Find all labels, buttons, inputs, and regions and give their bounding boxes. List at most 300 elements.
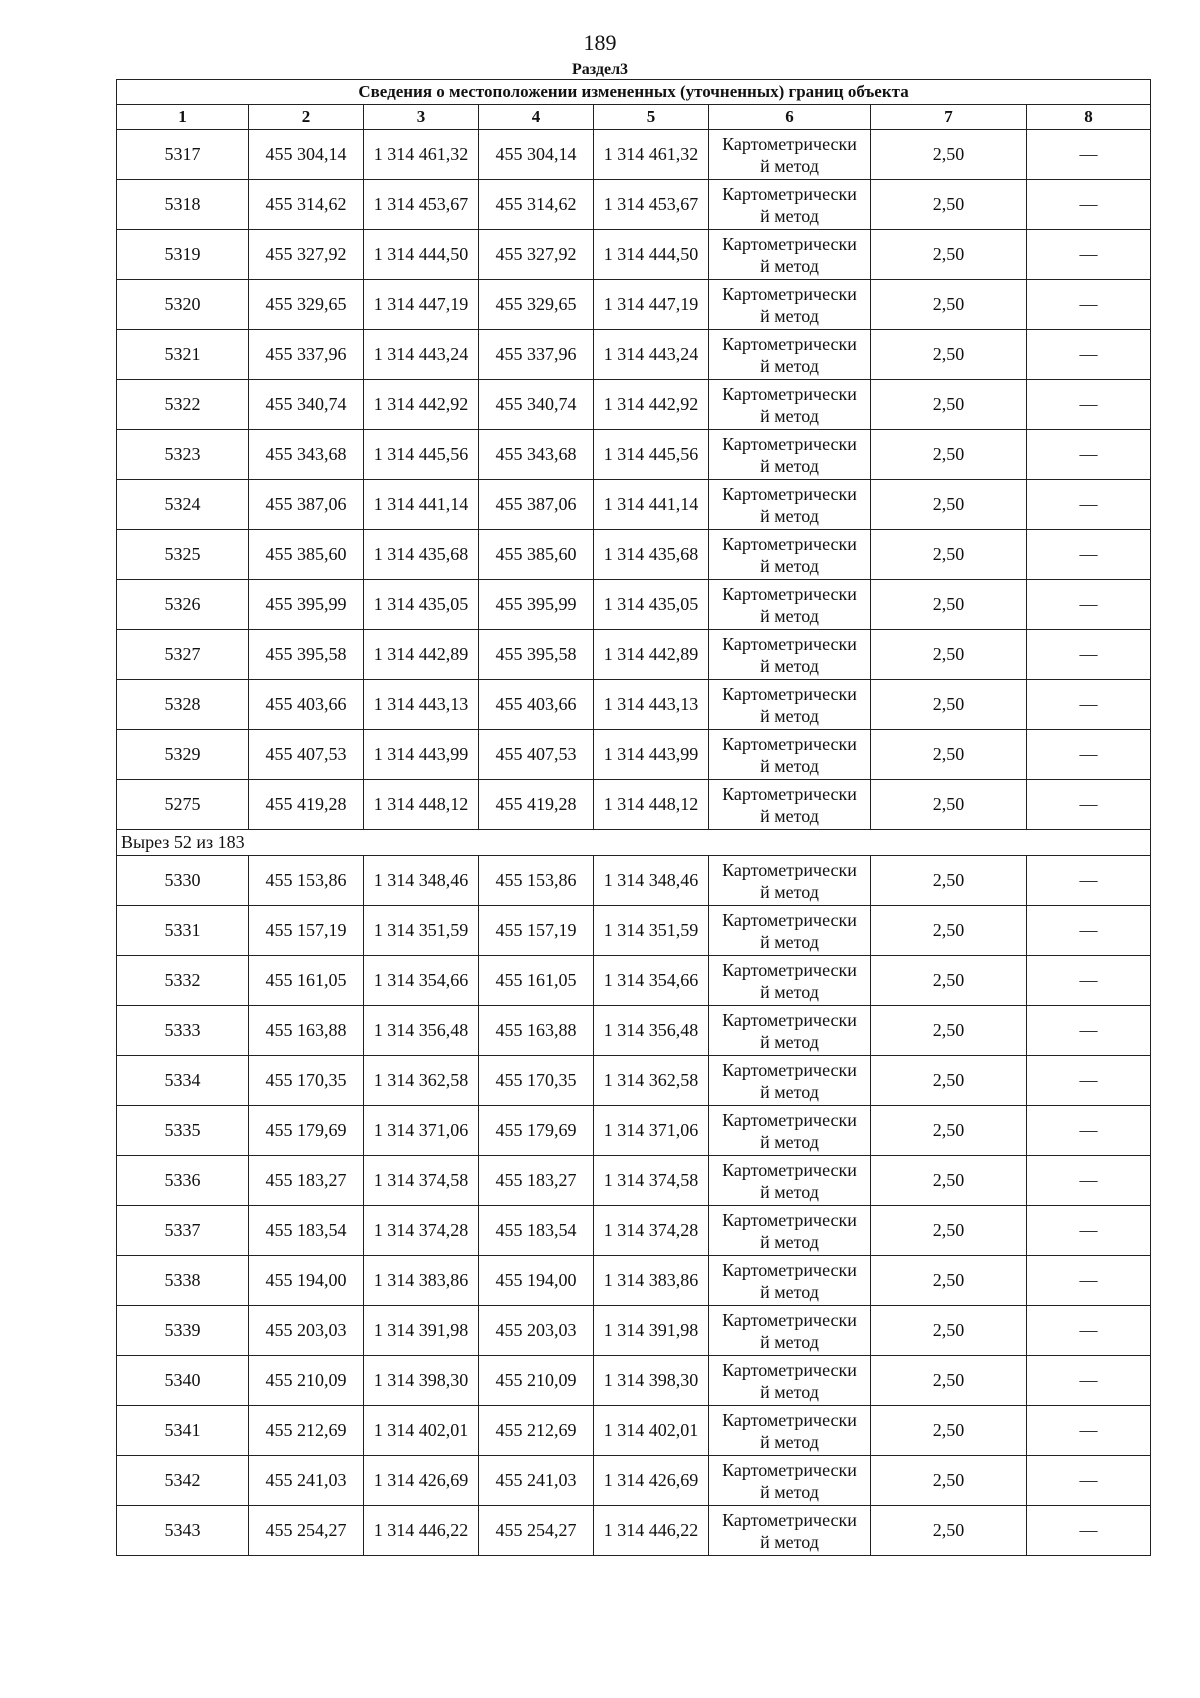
y-new-cell: 1 314 435,05: [594, 580, 709, 630]
x-new-cell: 455 194,00: [479, 1256, 594, 1306]
accuracy-cell: 2,50: [871, 330, 1027, 380]
table-row: [117, 1206, 1151, 1256]
table-row: [117, 1306, 1151, 1356]
point-number-cell: 5343: [117, 1506, 249, 1556]
point-number-cell: 5342: [117, 1456, 249, 1506]
group-row: [117, 830, 1151, 856]
method-line-2: й метод: [760, 805, 819, 826]
method-line-2: й метод: [760, 555, 819, 576]
y-existing-cell: 1 314 448,12: [364, 780, 479, 830]
y-existing-cell: 1 314 398,30: [364, 1356, 479, 1406]
y-new-cell: 1 314 374,28: [594, 1206, 709, 1256]
description-cell: —: [1027, 1206, 1151, 1256]
x-new-cell: 455 419,28: [479, 780, 594, 830]
method-line-1: Картометрически: [722, 1409, 857, 1430]
point-number-cell: 5319: [117, 230, 249, 280]
method-line-2: й метод: [760, 1381, 819, 1402]
method-cell: [709, 1256, 871, 1306]
table-caption-row: [117, 80, 1151, 105]
y-new-cell: 1 314 426,69: [594, 1456, 709, 1506]
x-existing-cell: 455 407,53: [249, 730, 364, 780]
table-row: [117, 730, 1151, 780]
method-line-1: Картометрически: [722, 183, 857, 204]
y-existing-cell: 1 314 426,69: [364, 1456, 479, 1506]
x-new-cell: 455 385,60: [479, 530, 594, 580]
method-cell: [709, 230, 871, 280]
method-line-2: й метод: [760, 305, 819, 326]
x-new-cell: 455 203,03: [479, 1306, 594, 1356]
y-new-cell: 1 314 374,58: [594, 1156, 709, 1206]
method-line-2: й метод: [760, 405, 819, 426]
page-number: 189: [583, 30, 617, 55]
table-row: [117, 1456, 1151, 1506]
method-line-1: Картометрически: [722, 483, 857, 504]
point-number-cell: 5338: [117, 1256, 249, 1306]
table-caption: Сведения о местоположении измененных (уточненных) границ объекта: [117, 80, 1151, 105]
y-new-cell: 1 314 435,68: [594, 530, 709, 580]
y-existing-cell: 1 314 391,98: [364, 1306, 479, 1356]
accuracy-cell: 2,50: [871, 906, 1027, 956]
y-existing-cell: 1 314 354,66: [364, 956, 479, 1006]
x-new-cell: 455 212,69: [479, 1406, 594, 1456]
table-row: [117, 430, 1151, 480]
point-number-cell: 5333: [117, 1006, 249, 1056]
column-header: 5: [594, 105, 709, 130]
x-existing-cell: 455 419,28: [249, 780, 364, 830]
y-existing-cell: 1 314 371,06: [364, 1106, 479, 1156]
point-number-cell: 5334: [117, 1056, 249, 1106]
method-cell: [709, 530, 871, 580]
method-line-1: Картометрически: [722, 683, 857, 704]
table-body: [117, 80, 1151, 1556]
x-new-cell: 455 157,19: [479, 906, 594, 956]
x-existing-cell: 455 203,03: [249, 1306, 364, 1356]
method-line-2: й метод: [760, 155, 819, 176]
y-existing-cell: 1 314 443,13: [364, 680, 479, 730]
x-existing-cell: 455 340,74: [249, 380, 364, 430]
method-line-2: й метод: [760, 655, 819, 676]
x-new-cell: 455 395,58: [479, 630, 594, 680]
y-existing-cell: 1 314 402,01: [364, 1406, 479, 1456]
y-new-cell: 1 314 444,50: [594, 230, 709, 280]
table-row: [117, 580, 1151, 630]
y-new-cell: 1 314 461,32: [594, 130, 709, 180]
description-cell: —: [1027, 630, 1151, 680]
description-cell: —: [1027, 1006, 1151, 1056]
y-new-cell: 1 314 453,67: [594, 180, 709, 230]
method-line-1: Картометрически: [722, 583, 857, 604]
y-existing-cell: 1 314 362,58: [364, 1056, 479, 1106]
y-new-cell: 1 314 398,30: [594, 1356, 709, 1406]
method-line-1: Картометрически: [722, 433, 857, 454]
method-cell: [709, 1306, 871, 1356]
x-new-cell: 455 340,74: [479, 380, 594, 430]
x-new-cell: 455 343,68: [479, 430, 594, 480]
method-line-1: Картометрически: [722, 1109, 857, 1130]
x-new-cell: 455 183,54: [479, 1206, 594, 1256]
method-line-2: й метод: [760, 1431, 819, 1452]
description-cell: —: [1027, 1506, 1151, 1556]
method-line-2: й метод: [760, 755, 819, 776]
description-cell: —: [1027, 530, 1151, 580]
table-row: [117, 1406, 1151, 1456]
y-existing-cell: 1 314 351,59: [364, 906, 479, 956]
y-new-cell: 1 314 448,12: [594, 780, 709, 830]
method-line-2: й метод: [760, 605, 819, 626]
table-row: [117, 856, 1151, 906]
method-line-1: Картометрически: [722, 909, 857, 930]
column-header: 4: [479, 105, 594, 130]
method-line-2: й метод: [760, 1231, 819, 1252]
table-row: [117, 780, 1151, 830]
description-cell: —: [1027, 1256, 1151, 1306]
method-line-1: Картометрически: [722, 1509, 857, 1530]
table-row: [117, 906, 1151, 956]
x-existing-cell: 455 183,27: [249, 1156, 364, 1206]
description-cell: —: [1027, 330, 1151, 380]
method-cell: [709, 280, 871, 330]
method-cell: [709, 1456, 871, 1506]
x-new-cell: 455 183,27: [479, 1156, 594, 1206]
method-cell: [709, 580, 871, 630]
point-number-cell: 5322: [117, 380, 249, 430]
y-existing-cell: 1 314 441,14: [364, 480, 479, 530]
x-existing-cell: 455 194,00: [249, 1256, 364, 1306]
table-row: [117, 956, 1151, 1006]
method-line-2: й метод: [760, 1181, 819, 1202]
y-new-cell: 1 314 354,66: [594, 956, 709, 1006]
y-existing-cell: 1 314 348,46: [364, 856, 479, 906]
x-new-cell: 455 254,27: [479, 1506, 594, 1556]
description-cell: —: [1027, 956, 1151, 1006]
description-cell: —: [1027, 1456, 1151, 1506]
description-cell: —: [1027, 580, 1151, 630]
accuracy-cell: 2,50: [871, 1456, 1027, 1506]
point-number-cell: 5340: [117, 1356, 249, 1406]
method-cell: [709, 680, 871, 730]
y-existing-cell: 1 314 356,48: [364, 1006, 479, 1056]
point-number-cell: 5331: [117, 906, 249, 956]
description-cell: —: [1027, 680, 1151, 730]
x-existing-cell: 455 403,66: [249, 680, 364, 730]
description-cell: —: [1027, 280, 1151, 330]
column-header: 8: [1027, 105, 1151, 130]
method-line-2: й метод: [760, 1331, 819, 1352]
x-existing-cell: 455 304,14: [249, 130, 364, 180]
method-cell: [709, 1006, 871, 1056]
x-existing-cell: 455 163,88: [249, 1006, 364, 1056]
y-existing-cell: 1 314 444,50: [364, 230, 479, 280]
method-line-2: й метод: [760, 1031, 819, 1052]
x-existing-cell: 455 212,69: [249, 1406, 364, 1456]
method-line-1: Картометрически: [722, 383, 857, 404]
description-cell: —: [1027, 1156, 1151, 1206]
x-existing-cell: 455 170,35: [249, 1056, 364, 1106]
column-header: 1: [117, 105, 249, 130]
point-number-cell: 5317: [117, 130, 249, 180]
method-cell: [709, 130, 871, 180]
x-new-cell: 455 314,62: [479, 180, 594, 230]
y-existing-cell: 1 314 445,56: [364, 430, 479, 480]
description-cell: —: [1027, 430, 1151, 480]
point-number-cell: 5329: [117, 730, 249, 780]
description-cell: —: [1027, 856, 1151, 906]
method-cell: [709, 480, 871, 530]
method-line-2: й метод: [760, 1081, 819, 1102]
point-number-cell: 5327: [117, 630, 249, 680]
method-line-2: й метод: [760, 1131, 819, 1152]
x-new-cell: 455 210,09: [479, 1356, 594, 1406]
point-number-cell: 5323: [117, 430, 249, 480]
table-row: [117, 680, 1151, 730]
accuracy-cell: 2,50: [871, 1306, 1027, 1356]
table-row: [117, 1506, 1151, 1556]
y-new-cell: 1 314 442,89: [594, 630, 709, 680]
description-cell: —: [1027, 1056, 1151, 1106]
accuracy-cell: 2,50: [871, 480, 1027, 530]
table-row: [117, 480, 1151, 530]
coordinates-table: [116, 79, 1151, 1556]
method-line-1: Картометрически: [722, 959, 857, 980]
method-line-2: й метод: [760, 1481, 819, 1502]
x-existing-cell: 455 179,69: [249, 1106, 364, 1156]
method-line-1: Картометрически: [722, 1259, 857, 1280]
y-new-cell: 1 314 445,56: [594, 430, 709, 480]
y-existing-cell: 1 314 453,67: [364, 180, 479, 230]
method-line-2: й метод: [760, 1531, 819, 1552]
column-header: 2: [249, 105, 364, 130]
point-number-cell: 5325: [117, 530, 249, 580]
accuracy-cell: 2,50: [871, 1356, 1027, 1406]
y-new-cell: 1 314 441,14: [594, 480, 709, 530]
method-cell: [709, 780, 871, 830]
description-cell: —: [1027, 1356, 1151, 1406]
method-line-1: Картометрически: [722, 1159, 857, 1180]
table-row: [117, 1356, 1151, 1406]
accuracy-cell: 2,50: [871, 680, 1027, 730]
x-new-cell: 455 153,86: [479, 856, 594, 906]
accuracy-cell: 2,50: [871, 780, 1027, 830]
method-line-1: Картометрически: [722, 1459, 857, 1480]
method-cell: [709, 1106, 871, 1156]
x-new-cell: 455 241,03: [479, 1456, 594, 1506]
y-existing-cell: 1 314 435,68: [364, 530, 479, 580]
method-cell: [709, 430, 871, 480]
table-row: [117, 1256, 1151, 1306]
method-line-2: й метод: [760, 205, 819, 226]
accuracy-cell: 2,50: [871, 630, 1027, 680]
x-new-cell: 455 329,65: [479, 280, 594, 330]
accuracy-cell: 2,50: [871, 280, 1027, 330]
method-cell: [709, 330, 871, 380]
y-new-cell: 1 314 351,59: [594, 906, 709, 956]
x-existing-cell: 455 153,86: [249, 856, 364, 906]
y-new-cell: 1 314 447,19: [594, 280, 709, 330]
method-line-1: Картометрически: [722, 1209, 857, 1230]
method-line-1: Картометрически: [722, 233, 857, 254]
y-new-cell: 1 314 348,46: [594, 856, 709, 906]
point-number-cell: 5339: [117, 1306, 249, 1356]
x-existing-cell: 455 395,58: [249, 630, 364, 680]
point-number-cell: 5320: [117, 280, 249, 330]
method-line-2: й метод: [760, 355, 819, 376]
x-new-cell: 455 337,96: [479, 330, 594, 380]
column-header: 3: [364, 105, 479, 130]
x-new-cell: 455 387,06: [479, 480, 594, 530]
y-new-cell: 1 314 442,92: [594, 380, 709, 430]
point-number-cell: 5326: [117, 580, 249, 630]
method-line-1: Картометрически: [722, 733, 857, 754]
table-row: [117, 130, 1151, 180]
accuracy-cell: 2,50: [871, 956, 1027, 1006]
table-row: [117, 330, 1151, 380]
description-cell: —: [1027, 1106, 1151, 1156]
table-row: [117, 530, 1151, 580]
method-line-2: й метод: [760, 505, 819, 526]
point-number-cell: 5330: [117, 856, 249, 906]
x-existing-cell: 455 183,54: [249, 1206, 364, 1256]
accuracy-cell: 2,50: [871, 730, 1027, 780]
method-cell: [709, 380, 871, 430]
method-line-1: Картометрически: [722, 333, 857, 354]
description-cell: —: [1027, 1306, 1151, 1356]
method-line-2: й метод: [760, 705, 819, 726]
accuracy-cell: 2,50: [871, 380, 1027, 430]
y-existing-cell: 1 314 461,32: [364, 130, 479, 180]
x-existing-cell: 455 327,92: [249, 230, 364, 280]
description-cell: —: [1027, 906, 1151, 956]
y-existing-cell: 1 314 383,86: [364, 1256, 479, 1306]
x-existing-cell: 455 337,96: [249, 330, 364, 380]
description-cell: —: [1027, 380, 1151, 430]
accuracy-cell: 2,50: [871, 1006, 1027, 1056]
table-row: [117, 1056, 1151, 1106]
y-new-cell: 1 314 356,48: [594, 1006, 709, 1056]
method-cell: [709, 180, 871, 230]
x-new-cell: 455 161,05: [479, 956, 594, 1006]
method-line-2: й метод: [760, 881, 819, 902]
method-line-1: Картометрически: [722, 859, 857, 880]
method-line-2: й метод: [760, 455, 819, 476]
point-number-cell: 5275: [117, 780, 249, 830]
x-existing-cell: 455 254,27: [249, 1506, 364, 1556]
accuracy-cell: 2,50: [871, 856, 1027, 906]
y-new-cell: 1 314 371,06: [594, 1106, 709, 1156]
method-cell: [709, 1206, 871, 1256]
x-existing-cell: 455 395,99: [249, 580, 364, 630]
x-new-cell: 455 163,88: [479, 1006, 594, 1056]
y-new-cell: 1 314 446,22: [594, 1506, 709, 1556]
method-line-2: й метод: [760, 255, 819, 276]
accuracy-cell: 2,50: [871, 1506, 1027, 1556]
y-new-cell: 1 314 443,24: [594, 330, 709, 380]
x-existing-cell: 455 241,03: [249, 1456, 364, 1506]
description-cell: —: [1027, 130, 1151, 180]
y-existing-cell: 1 314 374,28: [364, 1206, 479, 1256]
x-existing-cell: 455 314,62: [249, 180, 364, 230]
method-cell: [709, 906, 871, 956]
column-header: 6: [709, 105, 871, 130]
accuracy-cell: 2,50: [871, 530, 1027, 580]
y-new-cell: 1 314 362,58: [594, 1056, 709, 1106]
table-row: [117, 630, 1151, 680]
x-existing-cell: 455 157,19: [249, 906, 364, 956]
accuracy-cell: 2,50: [871, 1056, 1027, 1106]
method-cell: [709, 1056, 871, 1106]
table-row: [117, 280, 1151, 330]
x-new-cell: 455 395,99: [479, 580, 594, 630]
method-cell: [709, 730, 871, 780]
accuracy-cell: 2,50: [871, 130, 1027, 180]
y-new-cell: 1 314 402,01: [594, 1406, 709, 1456]
y-existing-cell: 1 314 446,22: [364, 1506, 479, 1556]
method-line-1: Картометрически: [722, 633, 857, 654]
point-number-cell: 5328: [117, 680, 249, 730]
accuracy-cell: 2,50: [871, 1406, 1027, 1456]
x-existing-cell: 455 385,60: [249, 530, 364, 580]
method-line-1: Картометрически: [722, 1059, 857, 1080]
x-new-cell: 455 179,69: [479, 1106, 594, 1156]
method-line-1: Картометрически: [722, 533, 857, 554]
accuracy-cell: 2,50: [871, 1256, 1027, 1306]
method-line-2: й метод: [760, 1281, 819, 1302]
description-cell: —: [1027, 1406, 1151, 1456]
point-number-cell: 5321: [117, 330, 249, 380]
x-new-cell: 455 170,35: [479, 1056, 594, 1106]
y-new-cell: 1 314 383,86: [594, 1256, 709, 1306]
accuracy-cell: 2,50: [871, 430, 1027, 480]
x-existing-cell: 455 387,06: [249, 480, 364, 530]
point-number-cell: 5341: [117, 1406, 249, 1456]
table-row: [117, 180, 1151, 230]
y-existing-cell: 1 314 442,89: [364, 630, 479, 680]
method-line-1: Картометрически: [722, 1309, 857, 1330]
y-existing-cell: 1 314 435,05: [364, 580, 479, 630]
method-line-1: Картометрически: [722, 1009, 857, 1030]
table-row: [117, 1156, 1151, 1206]
table-row: [117, 1006, 1151, 1056]
accuracy-cell: 2,50: [871, 1206, 1027, 1256]
y-existing-cell: 1 314 443,24: [364, 330, 479, 380]
x-new-cell: 455 327,92: [479, 230, 594, 280]
x-existing-cell: 455 343,68: [249, 430, 364, 480]
x-new-cell: 455 403,66: [479, 680, 594, 730]
method-cell: [709, 1406, 871, 1456]
method-line-1: Картометрически: [722, 783, 857, 804]
description-cell: —: [1027, 780, 1151, 830]
y-new-cell: 1 314 443,13: [594, 680, 709, 730]
y-existing-cell: 1 314 447,19: [364, 280, 479, 330]
method-cell: [709, 956, 871, 1006]
point-number-cell: 5332: [117, 956, 249, 1006]
y-new-cell: 1 314 443,99: [594, 730, 709, 780]
x-existing-cell: 455 210,09: [249, 1356, 364, 1406]
method-line-1: Картометрически: [722, 283, 857, 304]
x-new-cell: 455 304,14: [479, 130, 594, 180]
point-number-cell: 5335: [117, 1106, 249, 1156]
method-cell: [709, 856, 871, 906]
accuracy-cell: 2,50: [871, 1156, 1027, 1206]
table-row: [117, 230, 1151, 280]
y-existing-cell: 1 314 443,99: [364, 730, 479, 780]
table-row: [117, 380, 1151, 430]
method-cell: [709, 1156, 871, 1206]
point-number-cell: 5318: [117, 180, 249, 230]
column-header: 7: [871, 105, 1027, 130]
method-line-1: Картометрически: [722, 1359, 857, 1380]
group-label: Вырез 52 из 183: [117, 830, 1151, 856]
x-new-cell: 455 407,53: [479, 730, 594, 780]
